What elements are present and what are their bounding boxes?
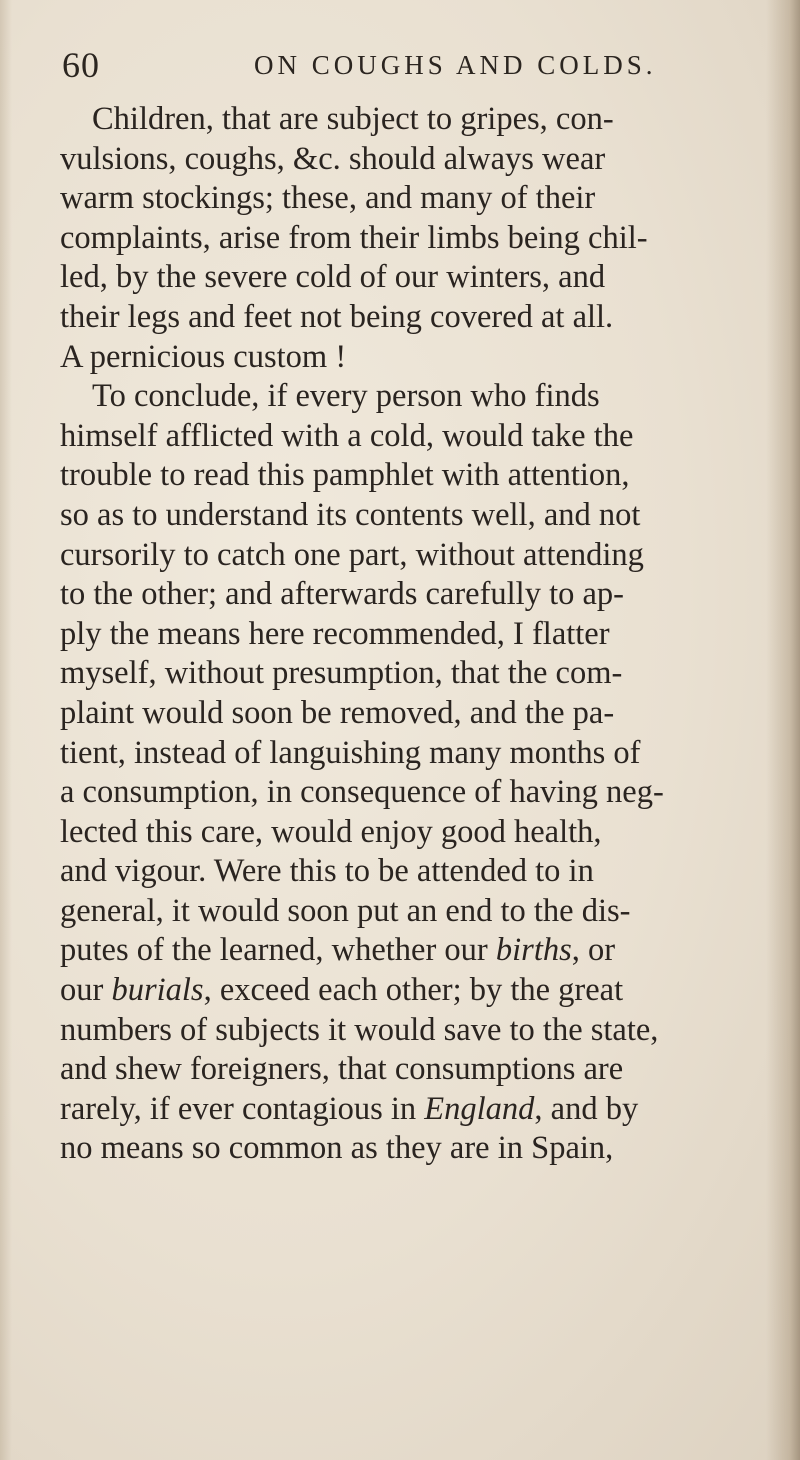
- italic-word: burials: [111, 972, 204, 1009]
- text-segment: tient, instead of languishing many months of: [60, 734, 641, 771]
- text-segment: their legs and feet not being covered at all.: [60, 298, 614, 335]
- running-head: ON COUGHS AND COLDS.: [254, 50, 657, 80]
- text-line: [60, 298, 772, 338]
- text-segment: to the other; and afterwards carefully to ap-: [60, 576, 624, 613]
- text-line: [60, 377, 772, 417]
- text-segment: warm stockings; these, and many of their: [60, 180, 596, 217]
- text-line: [60, 813, 772, 853]
- text-segment: vulsions, coughs, &c. should always wear: [60, 140, 606, 177]
- text-segment: a consumption, in consequence of having neg-: [60, 774, 664, 811]
- text-segment: and shew foreigners, that consumptions are: [60, 1051, 624, 1088]
- text-segment: trouble to read this pamphlet with attention,: [60, 457, 630, 494]
- body-text: [60, 100, 772, 1169]
- page-gutter-shadow: [0, 0, 12, 1460]
- text-segment: no means so common as they are in Spain,: [60, 1130, 614, 1167]
- text-line: [60, 971, 772, 1011]
- text-line: [60, 179, 772, 219]
- text-line: [60, 100, 772, 140]
- text-line: [60, 694, 772, 734]
- text-line: [60, 773, 772, 813]
- text-segment: A pernicious custom !: [60, 338, 347, 375]
- text-segment: general, it would soon put an end to the dis-: [60, 892, 631, 929]
- italic-word: births: [495, 932, 572, 969]
- text-line: [60, 1011, 772, 1051]
- text-segment: myself, without presumption, that the com-: [60, 655, 623, 692]
- text-segment: lected this care, would enjoy good health,: [60, 813, 602, 850]
- text-line: [60, 258, 772, 298]
- text-line: [60, 1050, 772, 1090]
- text-line: [60, 456, 772, 496]
- text-segment: cursorily to catch one part, without attending: [60, 536, 644, 573]
- text-line: [60, 654, 772, 694]
- text-segment: Children, that are subject to gripes, con-: [92, 101, 614, 137]
- text-line: [60, 892, 772, 932]
- text-segment: so as to understand its contents well, and not: [60, 496, 641, 533]
- text-line: [60, 219, 772, 259]
- text-segment: , or: [571, 932, 616, 969]
- text-segment: ply the means here recommended, I flatter: [60, 615, 610, 652]
- text-line: [60, 734, 772, 774]
- text-segment: himself afflicted with a cold, would take the: [60, 417, 634, 454]
- text-line: [60, 575, 772, 615]
- text-segment: , exceed each other; by the great: [203, 972, 624, 1009]
- text-line: [60, 1129, 772, 1169]
- page-number: 60: [62, 45, 100, 85]
- text-segment: our: [60, 972, 112, 1009]
- text-segment: complaints, arise from their limbs being chil-: [60, 219, 648, 256]
- text-segment: numbers of subjects it would save to the state,: [60, 1011, 659, 1048]
- text-line: [60, 615, 772, 655]
- text-segment: rarely, if ever contagious in: [60, 1090, 425, 1127]
- italic-word: England: [424, 1090, 535, 1127]
- text-line: [60, 536, 772, 576]
- page-header: [0, 44, 800, 94]
- text-segment: putes of the learned, whether our: [60, 932, 496, 969]
- text-line: [60, 338, 772, 378]
- text-line: [60, 852, 772, 892]
- text-segment: , and by: [534, 1090, 639, 1127]
- text-line: [60, 140, 772, 180]
- text-line: [60, 931, 772, 971]
- text-line: [60, 1090, 772, 1130]
- text-segment: plaint would soon be removed, and the pa-: [60, 694, 615, 731]
- text-line: [60, 496, 772, 536]
- text-segment: To conclude, if every person who finds: [92, 378, 600, 415]
- text-segment: and vigour. Were this to be attended to in: [60, 853, 594, 890]
- text-line: [60, 417, 772, 457]
- text-segment: led, by the severe cold of our winters, and: [60, 259, 606, 296]
